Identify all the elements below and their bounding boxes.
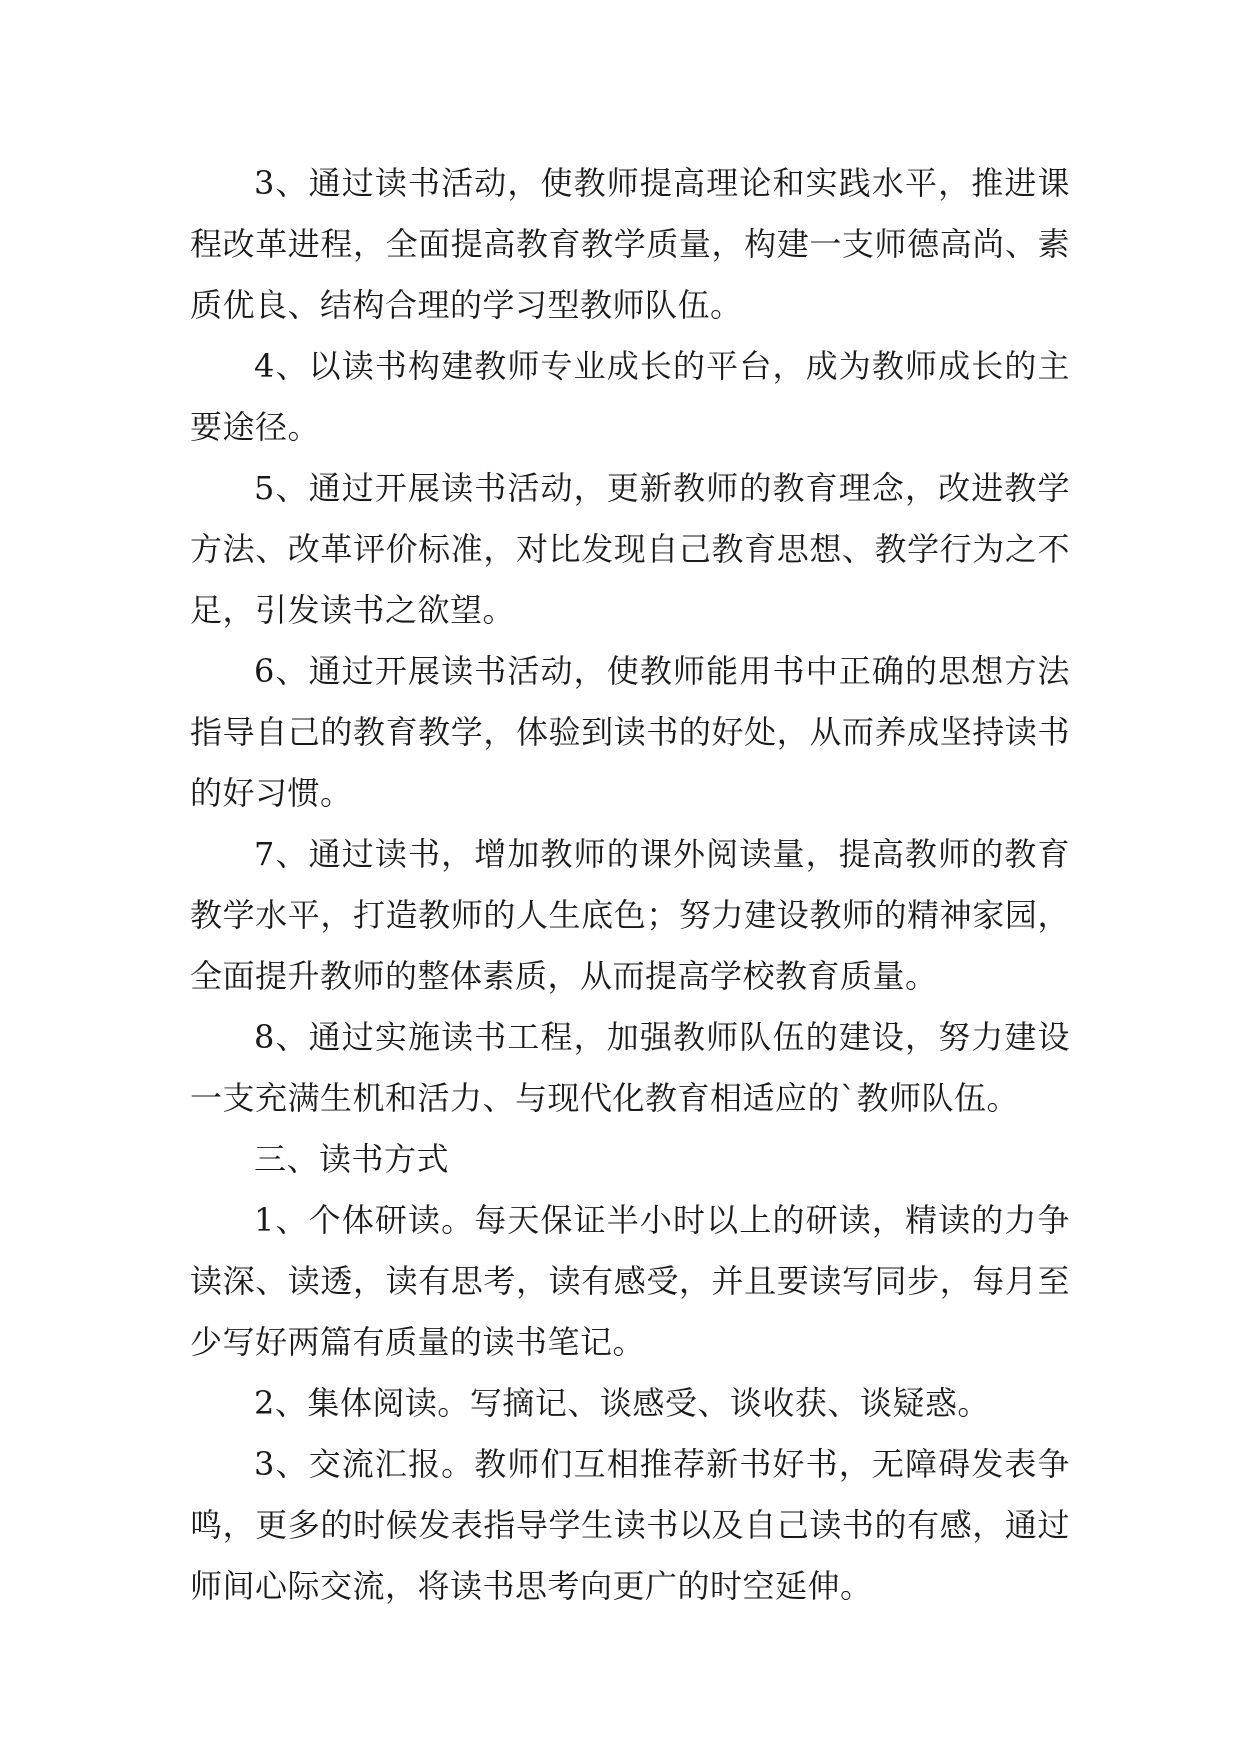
paragraph-goal-5: 5、通过开展读书活动，更新教师的教育理念，改进教学方法、改革评价标准，对比发现自己教育思想、教学行为之不足，引发读书之欲望。 xyxy=(190,469,1070,629)
paragraph-method-2: 2、集体阅读。写摘记、谈感受、谈收获、谈疑惑。 xyxy=(254,1384,990,1422)
paragraph-goal-8: 8、通过实施读书工程，加强教师队伍的建设，努力建设一支充满生机和活力、与现代化教育相适应的`教师队伍。 xyxy=(190,1018,1070,1117)
paragraph-goal-3: 3、通过读书活动，使教师提高理论和实践水平，推进课程改革进程，全面提高教育教学质量，构建一支师德高尚、素质优良、结构合理的学习型教师队伍。 xyxy=(190,164,1070,324)
document-body xyxy=(190,153,1070,1617)
paragraph-goal-7: 7、通过读书，增加教师的课外阅读量，提高教师的教育教学水平，打造教师的人生底色；努力建设教师的精神家园，全面提升教师的整体素质，从而提高学校教育质量。 xyxy=(190,835,1070,995)
paragraph-goal-6: 6、通过开展读书活动，使教师能用书中正确的思想方法指导自己的教育教学，体验到读书的好处，从而养成坚持读书的好习惯。 xyxy=(190,652,1070,812)
paragraph-method-1: 1、个体研读。每天保证半小时以上的研读，精读的力争读深、读透，读有思考，读有感受，并且要读写同步，每月至少写好两篇有质量的读书笔记。 xyxy=(190,1201,1070,1361)
section-heading-reading-methods: 三、读书方式 xyxy=(254,1140,450,1178)
paragraph-method-3: 3、交流汇报。教师们互相推荐新书好书，无障碍发表争鸣，更多的时候发表指导学生读书以及自己读书的有感，通过师间心际交流，将读书思考向更广的时空延伸。 xyxy=(190,1445,1070,1605)
paragraph-goal-4: 4、以读书构建教师专业成长的平台，成为教师成长的主要途径。 xyxy=(190,347,1070,446)
